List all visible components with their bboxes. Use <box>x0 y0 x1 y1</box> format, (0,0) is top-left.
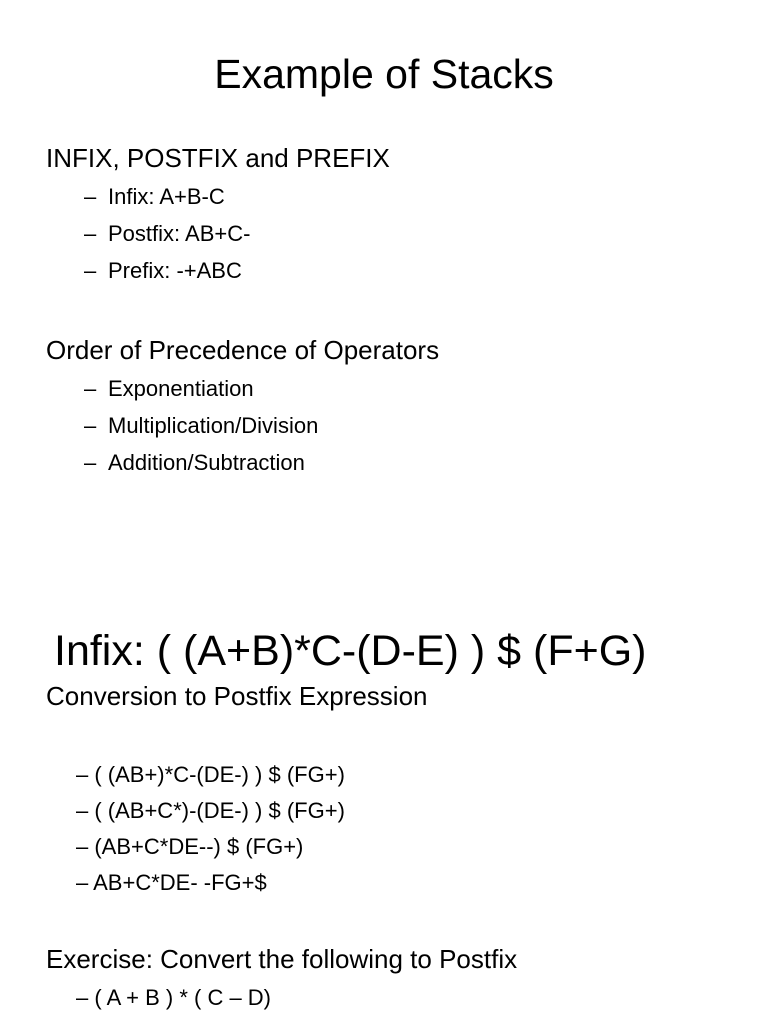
slide-subtitle: Conversion to Postfix Expression <box>46 681 428 711</box>
list-item: – Exponentiation <box>84 376 254 401</box>
list-item: – Prefix: -+ABC <box>84 258 242 283</box>
conversion-step: – ( (AB+)*C-(DE-) ) $ (FG+) <box>76 762 345 787</box>
slide-title: Example of Stacks <box>214 51 554 97</box>
section-heading-notations: INFIX, POSTFIX and PREFIX <box>46 143 390 173</box>
slide-title-infix: Infix: ( (A+B)*C-(D-E) ) $ (F+G) <box>54 627 647 675</box>
list-item: – Addition/Subtraction <box>84 450 305 475</box>
list-item: – Infix: A+B-C <box>84 184 225 209</box>
conversion-step: – ( (AB+C*)-(DE-) ) $ (FG+) <box>76 798 345 823</box>
exercise-item: – ( A + B ) * ( C – D) <box>76 985 272 1010</box>
conversion-step: – (AB+C*DE--) $ (FG+) <box>76 834 304 859</box>
section-heading-precedence: Order of Precedence of Operators <box>46 335 440 365</box>
conversion-step: – AB+C*DE- -FG+$ <box>76 870 267 895</box>
exercise-heading: Exercise: Convert the following to Postfix <box>46 944 518 974</box>
list-item: – Postfix: AB+C- <box>84 221 251 246</box>
list-item: – Multiplication/Division <box>84 413 319 438</box>
